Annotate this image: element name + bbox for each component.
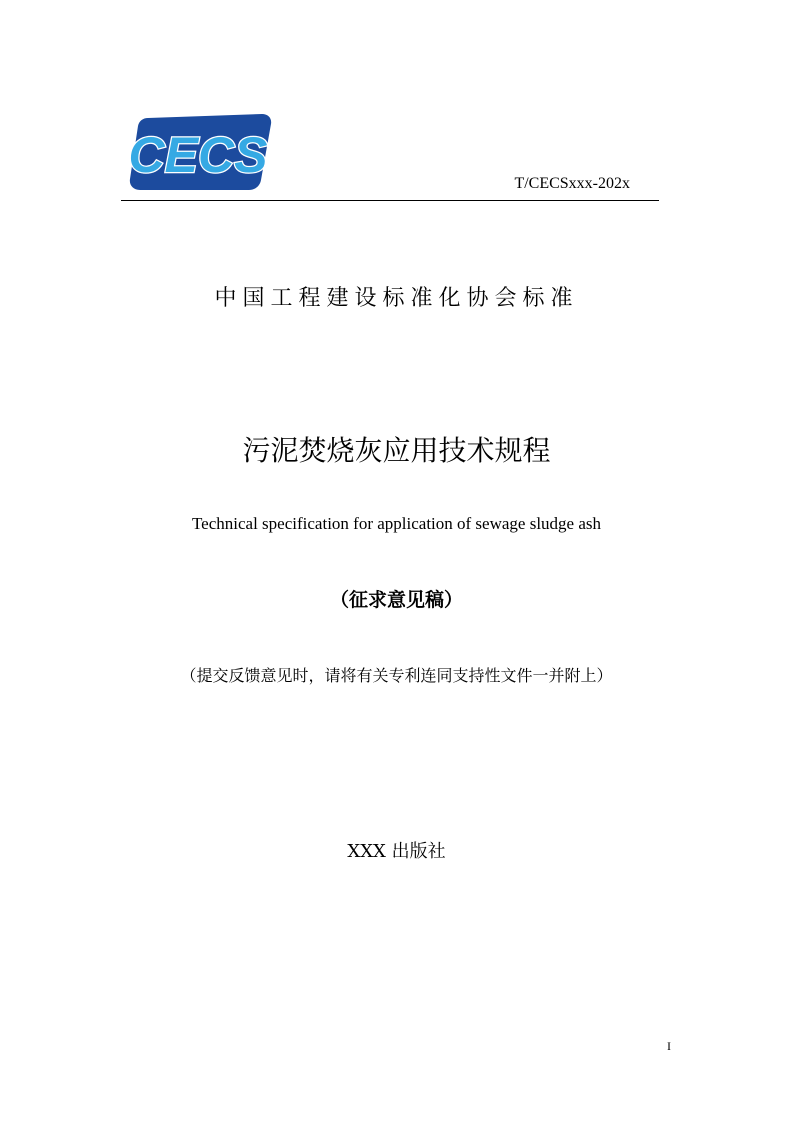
- submission-note: （提交反馈意见时，请将有关专利连同支持性文件一并附上）: [180, 666, 613, 685]
- header-divider: [121, 200, 659, 201]
- document-title-en: Technical specification for application of sewage sludge ash: [191, 514, 601, 533]
- publisher: XXX 出版社: [347, 841, 446, 862]
- draft-label: （征求意见稿）: [329, 589, 463, 611]
- standard-number: T/CECSxxx-202x: [514, 175, 630, 192]
- cecs-logo: [126, 114, 272, 190]
- document-title-cn: 污泥焚烧灰应用技术规程: [242, 434, 551, 467]
- association-heading: 中国工程建设标准化协会标准: [214, 286, 579, 311]
- page-number: I: [667, 1039, 671, 1053]
- logo-text: CECS: [128, 127, 268, 183]
